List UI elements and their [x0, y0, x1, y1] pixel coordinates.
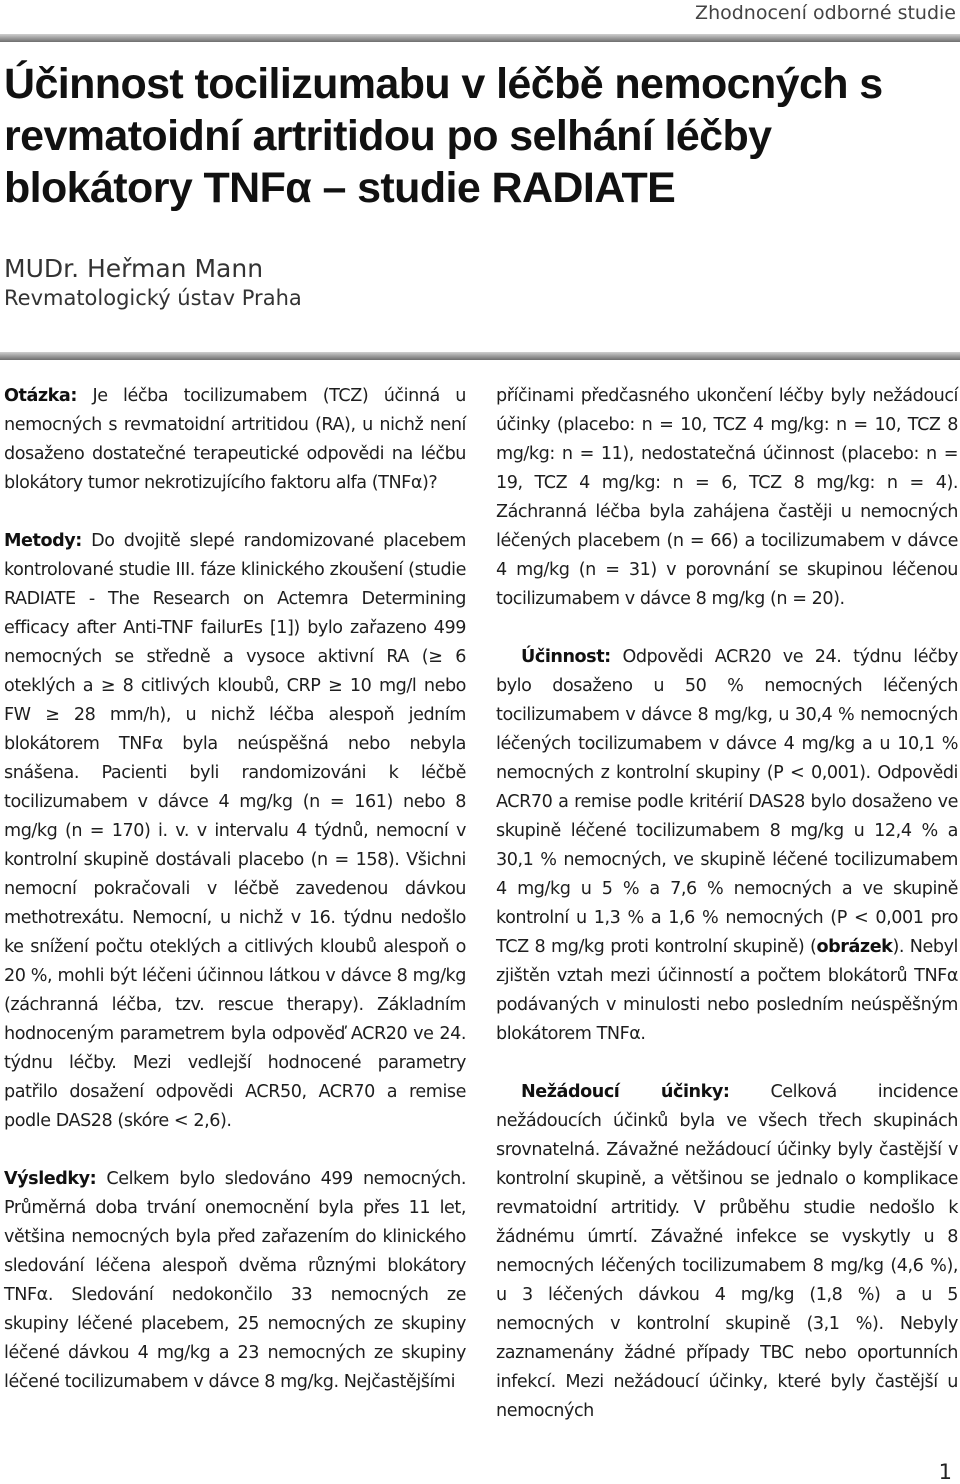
efficacy-text-2: ). Nebyl zjištěn vztah mezi účinností a počtem blokátorů TNFα podávaných v minulosti nebo posledním neúspěšným blokátorem TNFα. — [496, 937, 959, 1044]
results-paragraph — [4, 1165, 466, 1397]
middle-divider — [0, 352, 960, 360]
right-column — [496, 382, 958, 1455]
results-text: Celkem bylo sledováno 499 nemocných. Průměrná doba trvání onemocnění byla přes 11 let, většina nemocných byla před zařazením do klinického sledování léčena alespoň dvěma různými blokátory TNFα. Sledování nedokončilo 33 nemocných ze skupiny léčené placebem, 25 nemocných ze skupiny léčené dávkou 4 mg/kg a 23 nemocných ze skupiny léčené tocilizumabem v dávce 8 mg/kg. Nejčastějšími — [4, 1169, 466, 1392]
methods-paragraph — [4, 527, 466, 1136]
adverse-text: Celková incidence nežádoucích účinků byla ve všech třech skupinách srovnatelná. Závažné nežádoucí účinky byly častější v kontrolní skupině, a většinou se jednalo o komplikace revmatoidní artritidy. V průběhu studie nedošlo k žádnému úmrtí. Závažné infekce se vyskytly u 8 nemocných léčených tocilizumabem 8 mg/kg (4,6 %), u 3 léčených dávkou 4 mg/kg (1,8 %) a u 5 nemocných v kontrolní skupině (3,1 %). Nebyly zaznamenány žádné případy TBC nebo oportunních infekcí. Mezi nežádoucí účinky, které byly častější u nemocných — [496, 1082, 958, 1421]
methods-text: Do dvojitě slepé randomizované placebem kontrolované studie III. fáze klinického zkoušení (studie RADIATE - The Research on Actemra Determining efficacy after Anti-TNF failurEs [1]) bylo zařazeno 499 nemocných se středně a vysoce aktivní RA (≥ 6 oteklých a ≥ 8 citlivých kloubů, CRP ≥ 10 mg/l nebo FW ≥ 28 mm/h), u nichž léčba alespoň jedním blokátorem TNFα byla neúspěšná nebo nebyla snášena. Pacienti byli randomizováni k léčbě tocilizumabem v dávce 4 mg/kg (n = 161) nebo 8 mg/kg (n = 170) i. v. v intervalu 4 týdnů, nemocní v kontrolní skupině dostávali placebo (n = 158). Všichni nemocní pokračovali v léčbě zavedenou dávkou methotrexátu. Nemocní, u nichž v 16. týdnu nedošlo ke snížení počtu oteklých a citlivých kloubů alespoň o 20 %, mohli být léčeni účinnou látkou v dávce 8 mg/kg (záchranná léčba, tzv. rescue therapy). Základním hodnoceným parametrem byla odpověď ACR20 ve 24. týdnu léčby. Mezi vedlejší hodnocené parametry patřilo dosažení odpovědi ACR50, ACR70 a remise podle DAS28 (skóre < 2,6). — [4, 531, 466, 1131]
efficacy-paragraph — [496, 643, 958, 1049]
section-label: Zhodnocení odborné studie — [695, 2, 956, 24]
top-divider — [0, 34, 960, 42]
efficacy-text-1: Odpovědi ACR20 ve 24. týdnu léčby bylo dosaženo u 50 % nemocných léčených tocilizumabem v dávce 8 mg/kg, u 30,4 % nemocných léčených tocilizumabem v dávce 4 mg/kg a u 10,1 % nemocných z kontrolní skupiny (P < 0,001). Odpovědi ACR70 a remise podle kritérií DAS28 bylo dosaženo ve skupině léčené tocilizumabem 8 mg/kg u 12,4 % a 30,1 % nemocných, ve skupině léčené tocilizumabem 4 mg/kg u 5 % a 7,6 % nemocných a ve skupině kontrolní u 1,3 % a 1,6 % nemocných (P < 0,001 pro TCZ 8 mg/kg proti kontrolní skupině) ( — [496, 647, 958, 957]
question-text: Je léčba tocilizumabem (TCZ) účinná u nemocných s revmatoidní artritidou (RA), u nichž není dosaženo dostatečné terapeutické odpovědi na léčbu blokátory tumor nekrotizujícího faktoru alfa (TNFα)? — [4, 386, 466, 493]
figure-reference: obrázek — [816, 937, 893, 957]
author-name: MUDr. Heřman Mann — [4, 254, 264, 283]
page-number: 1 — [938, 1460, 952, 1484]
question-paragraph — [4, 382, 466, 498]
results-label: Výsledky: — [4, 1169, 97, 1189]
question-label: Otázka: — [4, 386, 77, 406]
efficacy-label: Účinnost: — [521, 647, 611, 667]
adverse-label: Nežádoucí účinky: — [521, 1082, 730, 1102]
author-affiliation: Revmatologický ústav Praha — [4, 286, 302, 310]
methods-label: Metody: — [4, 531, 82, 551]
left-column — [4, 382, 466, 1426]
results-continued-text: příčinami předčasného ukončení léčby byly nežádoucí účinky (placebo: n = 10, TCZ 4 mg/kg: n = 10, TCZ 8 mg/kg: n = 11), nedostatečná účinnost (placebo: n = 19, TCZ 4 mg/kg: n = 6, TCZ 8 mg/kg: n = 4). Záchranná léčba byla zahájena častěji u nemocných léčených placebem (n = 66) a tocilizumabem v dávce 4 mg/kg (n = 31) v porovnání se skupinou léčenou tocilizumabem v dávce 8 mg/kg (n = 20). — [496, 386, 958, 609]
article-title: Účinnost tocilizumabu v léčbě nemocných s revmatoidní artritidou po selhání léčby blokátory TNFα – studie RADIATE — [4, 60, 883, 212]
results-continued-paragraph — [496, 382, 958, 614]
adverse-paragraph — [496, 1078, 958, 1426]
